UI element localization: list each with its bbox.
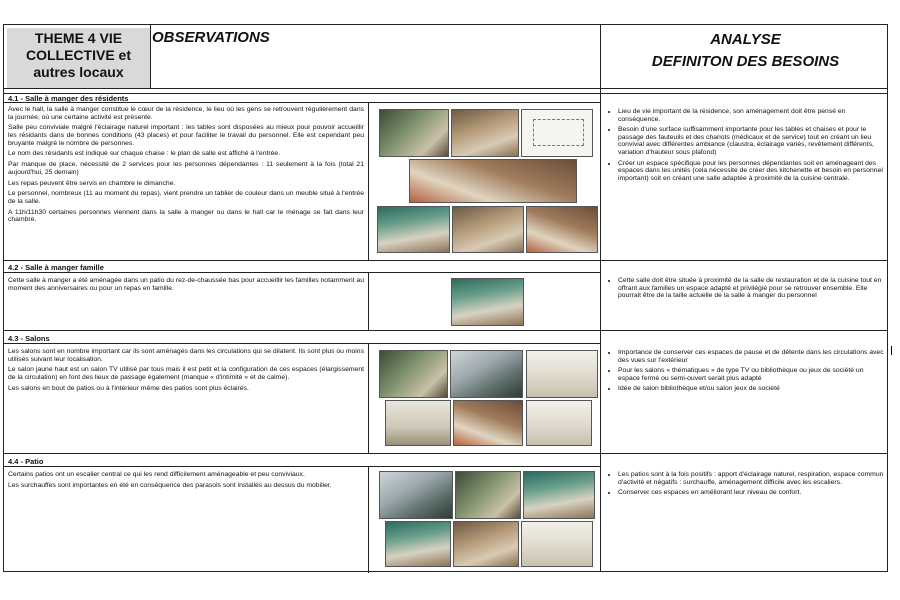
photo-column-divider-2 <box>368 272 369 330</box>
patio-photo <box>379 471 453 519</box>
section-observations <box>8 277 364 295</box>
analyse-item: • Créer un espace spécifique pour les personnes dépendantes soit en aménageant des espaces dans les unités (cela nécessite de créer des kitchenette et besoin en personnel important) soit en créant une salle adaptée à proximité de la cuisine centrale. <box>618 160 886 183</box>
section-2-title-line <box>4 272 600 273</box>
observation-paragraph: A 11h/11h30 certaines personnes viennent dans la salle à manger ou dans le hall car le ménage se fait dans leur chambre. <box>8 208 364 224</box>
observation-paragraph: Certains patios ont un escalier central ce qui les rend difficilement aménageable et peu conviviaux. <box>8 471 305 478</box>
analyse-item: • Pour les salons « thématiques » de type TV ou bibliothèque ou jeux de société un espace fermé ou semi-ouvert serait plus adapté <box>618 367 886 382</box>
section-title: 4.3 - Salons <box>8 334 50 343</box>
section-3-divider <box>4 330 887 331</box>
lounge-photo <box>385 400 451 446</box>
section-analyse <box>604 471 886 500</box>
dining-room-photo <box>526 206 598 253</box>
observation-paragraph: Le nom des résidants est indiqué sur chaque chaise : le plan de salle est affiché à l'entrée. <box>8 150 281 158</box>
besoins-title: DEFINITON DES BESOINS <box>651 53 840 70</box>
section-4-divider <box>4 453 887 454</box>
observation-paragraph: Avec le hall, la salle à manger constitue le cœur de la résidence, le lieu où les gens se retrouvent régulièrement dans la journée, où une certaine activité est présente. <box>8 106 364 121</box>
observation-paragraph: Les salons sont en nombre important car ils sont aménagés dans les circulations qui se dilatent. Ils sont plus ou moins utilisés suivant leur localisation. <box>8 348 364 363</box>
section-title: 4.4 - Patio <box>8 457 44 466</box>
section-title: 4.2 - Salle à manger famille <box>8 263 104 272</box>
analyse-item: • Cette salle doit être située à proximité de la salle de restauration et de la cuisine tout en offrant aux familles un espace adapté et privilégié pour se retrouver ensemble. Elle pourrait être de la taille actuelle de la salle à manger du personnel <box>618 277 886 300</box>
photo-column-divider-3 <box>368 343 369 453</box>
observation-paragraph: Salle peu conviviale malgré l'éclairage naturel important : les tables sont disposées au mieux pour pouvoir accueillir les résidants dans de bonnes conditions (43 places) et pour faciliter le travail du personnel. Elle est cependant peu bruyante malgré le nombre de personnes. <box>8 124 364 147</box>
lounge-photo <box>379 350 448 398</box>
section-2-divider <box>4 260 887 261</box>
photo-column-divider-1 <box>368 102 369 260</box>
dining-room-photo <box>379 109 449 157</box>
lounge-photo <box>526 350 598 398</box>
section-analyse <box>604 108 886 185</box>
theme-title: THEME 4 VIE COLLECTIVE et autres locaux <box>7 28 150 88</box>
patio-photo <box>523 471 595 519</box>
dining-room-photo <box>377 206 450 253</box>
observation-paragraph: Les repas peuvent être servis en chambre le dimanche. <box>8 179 176 187</box>
dining-room-photo <box>452 206 524 253</box>
lounge-photo <box>453 400 523 446</box>
observation-paragraph: Le personnel, nombreux (11 au moment du repas), vient prendre un tablier de couleur dans un meuble situé à l'entrée de la salle. <box>8 190 364 205</box>
photo-column-divider-4 <box>368 466 369 573</box>
section-observations <box>8 106 364 227</box>
analyse-item: • Les patios sont à la fois positifs : apport d'éclairage naturel, respiration, espace commun d'activité et négatifs : surchauffe, aménagement difficile avec les escaliers. <box>618 471 886 486</box>
theme-divider <box>150 25 151 88</box>
observation-paragraph: Le salon jaune haut est un salon TV utilisé par tous mais il est petit et la configuration de ces espaces (élargissement de la circulation) en font des lieux de passage également (manque « d'intimité » et de calme). <box>8 366 364 381</box>
analyse-item: • Besoin d'une surface suffisamment importante pour les tables et chaises et pour le passage des fauteuils et des chariots (médicaux et de service) tout en créant un lieu convivial avec différentes ambiance (claustra, éclairage variés, revêtement différents, variation d'hauteur sous plafond) <box>618 126 886 156</box>
section-analyse <box>604 349 886 396</box>
section-analyse <box>604 277 886 303</box>
section-observations <box>8 348 364 396</box>
patio-photo <box>385 521 451 567</box>
section-title: 4.1 - Salle à manger des résidents <box>8 94 129 103</box>
analyse-item: • Idée de salon bibliothèque et/ou salon jeux de société <box>618 385 886 393</box>
patio-photo <box>453 521 519 567</box>
analyse-item: • Conserver ces espaces en améliorant leur niveau de confort. <box>618 489 886 497</box>
dining-room-panorama-photo <box>409 159 577 203</box>
family-dining-room-photo <box>451 278 524 326</box>
text-cursor <box>891 346 892 355</box>
dining-room-photo <box>451 109 519 157</box>
header-divider-double <box>4 93 887 94</box>
observations-title: OBSERVATIONS <box>152 29 270 46</box>
seating-plan-photo <box>521 109 593 157</box>
observation-table <box>3 24 888 572</box>
header-divider <box>4 88 887 89</box>
analyse-title: ANALYSE <box>710 31 781 48</box>
observation-paragraph: Par manque de place, nécessité de 2 services pour les personnes dépendantes : 11 seulement à la fois (total 21 aujourd'hui, 25 demain) <box>8 161 364 176</box>
analyse-header <box>602 29 889 73</box>
lounge-photo <box>450 350 523 398</box>
lounge-photo <box>526 400 592 446</box>
analyse-item: • Importance de conserver ces espaces de pause et de détente dans les circulations avec des vues sur l'extérieur <box>618 349 886 364</box>
observation-paragraph: Les salons en bout de patios ou à l'intérieur même des patios sont plus éclairés. <box>8 384 249 392</box>
section-observations <box>8 471 364 493</box>
patio-photo <box>455 471 521 519</box>
column-divider <box>600 25 601 571</box>
analyse-item: • Lieu de vie important de la résidence, son aménagement doit être pensé en conséquence. <box>618 108 886 123</box>
section-3-title-line <box>4 343 600 344</box>
observation-paragraph: Les surchauffes sont importantes en été en conséquence des parasols sont installés au dessus du mobilier. <box>8 481 332 489</box>
section-4-title-line <box>4 466 600 467</box>
patio-photo <box>521 521 593 567</box>
observation-paragraph: Cette salle à manger a été aménagée dans un patio du rez-de-chaussée bas pour accueillir les familles notamment au moment des anniversaires ou pour un repas en famille. <box>8 277 364 292</box>
